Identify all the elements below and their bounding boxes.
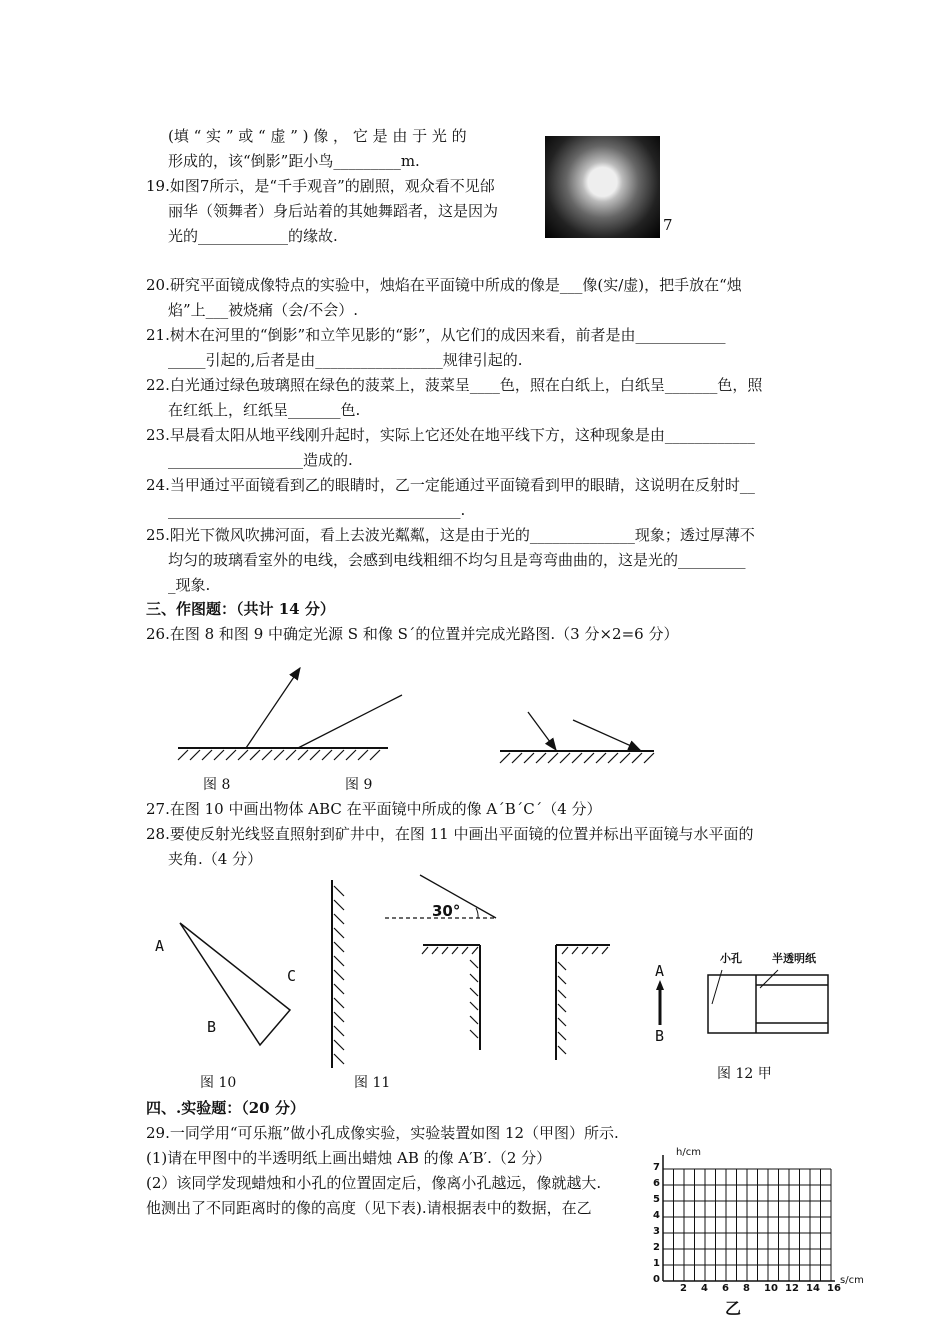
q22-line2: 在红纸上，红纸呈_______色. — [168, 401, 361, 419]
fig9-caption: 图 9 — [345, 777, 373, 793]
q29-line3: (2）该同学发现蜡烛和小孔的位置固定后，像离小孔越远，像就越大. — [146, 1174, 602, 1192]
fig12-label-b: B — [655, 1027, 665, 1045]
graph-y-tick: 3 — [653, 1226, 660, 1237]
q20-line2: 焰”上___被烧痛（会/不会）. — [168, 301, 358, 319]
fig10-label-b: B — [207, 1018, 217, 1036]
graph-x-tick: 10 — [764, 1283, 778, 1294]
fig10-triangle — [150, 915, 320, 1055]
graph-y-tick: 7 — [653, 1162, 660, 1173]
graph-x-tick: 16 — [827, 1283, 841, 1294]
q29-line2: (1)请在甲图中的半透明纸上画出蜡烛 AB 的像 A′B′.（2 分） — [146, 1149, 552, 1167]
graph-x-tick: 2 — [680, 1283, 687, 1294]
section3-heading: 三、作图题：（共计 14 分） — [146, 600, 335, 618]
q19-line1: 19.如图7所示，是“千手观音”的剧照，观众看不见邰 — [146, 177, 495, 195]
fig11-diagram — [320, 870, 620, 1070]
q18-line2: 形成的，该“倒影”距小鸟_________m. — [168, 152, 420, 170]
graph-x-tick: 4 — [701, 1283, 708, 1294]
q24-line2: _______________________________________. — [168, 501, 466, 519]
fig7-label: 7 — [663, 216, 673, 234]
fig8-caption: 图 8 — [203, 777, 231, 793]
q25-line3: _现象. — [168, 576, 211, 594]
q22-line1: 22.白光通过绿色玻璃照在绿色的菠菜上，菠菜呈____色，照在白纸上，白纸呈_______色，照 — [146, 376, 763, 394]
graph-caption: 乙 — [725, 1299, 742, 1318]
thousand-hand-guanyin-photo — [545, 136, 660, 238]
fig12-apparatus — [650, 960, 840, 1050]
q20-line1: 20.研究平面镜成像特点的实验中，烛焰在平面镜中所成的像是___像(实/虚)，把手放在“烛 — [146, 276, 742, 294]
q27-text: 27.在图 10 中画出物体 ABC 在平面镜中所成的像 A´B´C´（4 分） — [146, 800, 602, 818]
fig11-angle-label: 30° — [432, 902, 461, 920]
q25-line1: 25.阳光下微风吹拂河面，看上去波光粼粼，这是由于光的______________现象；透过厚薄不 — [146, 526, 755, 544]
graph-x-tick: 8 — [743, 1283, 750, 1294]
graph-y-tick: 5 — [653, 1194, 660, 1205]
q29-line1: 29.一同学用“可乐瓶”做小孔成像实验，实验装置如图 12（甲图）所示. — [146, 1124, 619, 1142]
graph-y-tick: 6 — [653, 1178, 660, 1189]
fig8-fig9-diagram — [170, 660, 670, 770]
fig12-label-a: A — [655, 962, 665, 980]
graph-x-tick: 14 — [806, 1283, 820, 1294]
section4-heading: 四、.实验题：（20 分） — [146, 1099, 305, 1117]
fig11-caption: 图 11 — [354, 1075, 391, 1091]
q19-line3: 光的____________的缘故. — [168, 227, 338, 245]
graph-xlabel: s/cm — [840, 1275, 864, 1286]
q26-text: 26.在图 8 和图 9 中确定光源 S 和像 S´的位置并完成光路图.（3 分×2=6 分） — [146, 625, 679, 643]
graph-y-tick: 2 — [653, 1242, 660, 1253]
q21-line2: _____引起的,后者是由_________________规律引起的. — [168, 351, 523, 369]
fig10-label-a: A — [155, 937, 165, 955]
fig10-label-c: C — [287, 967, 297, 985]
fig12-caption: 图 12 甲 — [717, 1066, 772, 1082]
fig12-hole-label: 小孔 — [720, 952, 742, 965]
q21-line1: 21.树木在河里的“倒影”和立竿见影的“影”，从它们的成因来看，前者是由____________ — [146, 326, 726, 344]
graph-ylabel: h/cm — [676, 1147, 701, 1158]
fig10-caption: 图 10 — [200, 1075, 237, 1091]
graph-x-tick: 6 — [722, 1283, 729, 1294]
fig12-paper-label: 半透明纸 — [772, 952, 816, 965]
q19-line2: 丽华（领舞者）身后站着的其她舞蹈者，这是因为 — [168, 202, 499, 220]
q25-line2: 均匀的玻璃看室外的电线，会感到电线粗细不均匀且是弯弯曲曲的，这是光的_________ — [168, 551, 746, 569]
graph-x-tick: 12 — [785, 1283, 799, 1294]
q18-line1: (填 “ 实 ” 或 “ 虚 ” ) 像 ， 它 是 由 于 光 的 — [168, 127, 467, 145]
q23-line2: __________________造成的. — [168, 451, 353, 469]
graph-y-tick: 1 — [653, 1258, 660, 1269]
q28-line1: 28.要使反射光线竖直照射到矿井中，在图 11 中画出平面镜的位置并标出平面镜与水平面的 — [146, 825, 754, 843]
q23-line1: 23.早晨看太阳从地平线刚升起时，实际上它还处在地平线下方，这种现象是由____________ — [146, 426, 755, 444]
graph-y-tick: 4 — [653, 1210, 660, 1221]
q24-line1: 24.当甲通过平面镜看到乙的眼睛时，乙一定能通过平面镜看到甲的眼睛，这说明在反射时__ — [146, 476, 755, 494]
q29-line4: 他测出了不同距离时的像的高度（见下表).请根据表中的数据，在乙 — [146, 1199, 592, 1217]
graph-origin: 0 — [653, 1274, 660, 1285]
q28-line2: 夹角.（4 分） — [168, 850, 263, 868]
